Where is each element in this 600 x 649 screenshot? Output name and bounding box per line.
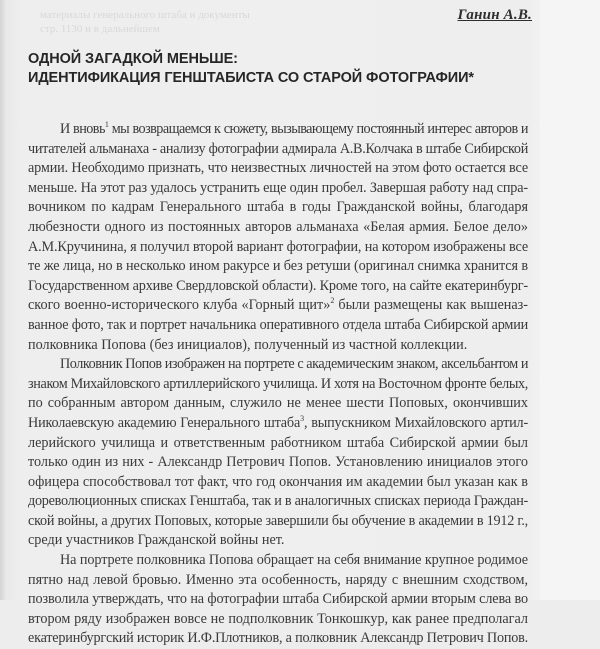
text-run: были размещены как вышеназ-	[334, 297, 528, 314]
text-run: втором ряду изображен вовсе не подполковник Тонкошкур, как ранее предполагал	[28, 610, 528, 627]
text-line	[28, 140, 528, 160]
right-margin	[540, 0, 600, 600]
text-line	[28, 179, 528, 199]
text-run: Полковник Попов изображен на портрете с академическим знаком, аксельбантом и	[60, 356, 528, 373]
text-run: меньше. На этот раз удалось устранить еще один пробел. Завершая работу над спра-	[28, 179, 528, 196]
text-line	[28, 571, 528, 591]
article-title	[28, 50, 474, 88]
text-line	[28, 434, 528, 454]
text-line	[28, 375, 528, 395]
text-run: лерийского училища и ответственным работником штаба Сибирской армии был	[28, 434, 528, 451]
text-run: знаком Михайловского артиллерийского училища. И хотя на Восточном фронте белых,	[28, 375, 528, 392]
text-line	[28, 394, 528, 414]
text-line	[28, 336, 528, 356]
footnote-marker[interactable]: 3	[300, 413, 304, 423]
text-run: И вновь	[60, 121, 105, 137]
text-run: Николаевскую академию Генерального штаба	[28, 414, 301, 431]
text-run: мы возвращаемся к сюжету, вызывающему постоянный интерес авторов и	[108, 121, 528, 137]
text-run: ского военно-исторического клуба «Горный щит»	[28, 297, 331, 314]
text-line	[28, 355, 528, 375]
text-run: вочником по кадрам Генерального штаба в годы Гражданской войны, благодаря	[28, 199, 528, 216]
text-line	[28, 512, 528, 532]
title-line: ИДЕНТИФИКАЦИЯ ГЕНШТАБИСТА СО СТАРОЙ ФОТОГРАФИИ*	[28, 70, 474, 86]
text-run: те же лица, но в несколько ином ракурсе и без ретуши (оригинал снимка хранится в	[28, 258, 528, 275]
text-run: ванное фото, так и портрет начальника оперативного отдела штаба Сибирской армии	[28, 316, 528, 333]
text-run: читателей альманаха - анализу фотографии адмирала А.В.Колчака в штабе Сибирской	[28, 140, 529, 157]
text-line	[28, 453, 528, 473]
text-run: армии. Необходимо признать, что неизвестных личностей на этом фото остается все	[28, 160, 528, 177]
text-run: любезности одного из постоянных авторов альманаха «Белая армия. Белое дело»	[28, 218, 528, 235]
bleed-line: материалы генерального штаба и документы	[40, 9, 250, 21]
text-line	[28, 218, 528, 238]
title-line: ОДНОЙ ЗАГАДКОЙ МЕНЬШЕ:	[28, 51, 238, 67]
text-line	[28, 120, 528, 140]
text-line	[28, 610, 528, 630]
text-line	[28, 531, 528, 551]
text-run: , выпускником Михайловского артил-	[303, 414, 529, 431]
text-line	[28, 296, 528, 316]
text-line	[28, 590, 528, 610]
text-run: екатеринбургский историк И.Ф.Плотников, а полковник Александр Петрович Попов.	[28, 630, 529, 647]
article-body	[28, 120, 528, 649]
page-edge-shadow	[0, 0, 6, 600]
text-line	[28, 492, 528, 512]
text-line	[28, 629, 528, 649]
text-line	[28, 238, 528, 258]
footnote-marker[interactable]: 1	[104, 120, 109, 129]
text-run: позволила утверждать, что на фотографии штаба Сибирской армии вторым слева во	[28, 591, 528, 608]
text-line	[28, 414, 528, 434]
text-run: На портрете полковника Попова обращает на себя внимание крупное родимое	[60, 552, 528, 569]
author-name: Ганин А.В.	[457, 7, 532, 23]
text-line	[28, 277, 528, 297]
text-line	[28, 198, 528, 218]
text-line	[28, 473, 528, 493]
text-run: только один из них - Александр Петрович Попов. Установлению инициалов этого	[28, 454, 528, 471]
text-line	[28, 257, 528, 277]
text-run: ской войны, а других Поповых, которые завершили бы обучение в академии в 1912 г.,	[28, 512, 528, 529]
bleed-line: стр. 1130 и в дальнейшем	[40, 23, 160, 35]
text-line	[28, 551, 528, 571]
text-run: по собранным автором данным, служило не менее шести Поповых, окончивших	[28, 395, 528, 412]
text-run: Государственном архиве Свердловской области). Кроме того, на сайте екатеринбург-	[28, 277, 528, 294]
text-run: среди участников Гражданской войны нет.	[28, 532, 285, 549]
text-run: дореволюционных списках Генштаба, так и в аналогичных списках периода Граждан-	[28, 493, 528, 510]
text-run: пятно над левой бровью. Именно эта особенность, наряду с внешним сходством,	[28, 571, 528, 588]
text-run: А.М.Кручинина, я получил второй вариант фотографии, на котором изображены все	[28, 238, 528, 255]
footnote-marker[interactable]: 2	[330, 296, 335, 306]
text-line	[28, 159, 528, 179]
text-line	[28, 316, 528, 336]
text-run: офицера способствовал тот факт, что год окончания им академии был указан как в	[28, 473, 528, 490]
bleed-through-text	[40, 8, 250, 36]
text-run: полковника Попова (без инициалов), полученный из частной коллекции.	[28, 336, 468, 353]
